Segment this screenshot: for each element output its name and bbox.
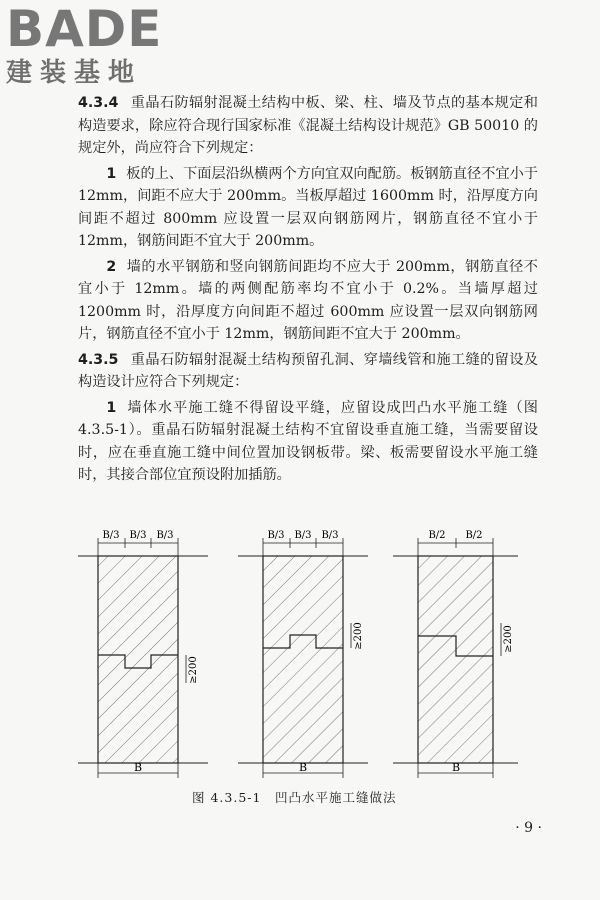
- width-dim-label: B: [298, 761, 308, 774]
- top-dim-label: B/3: [294, 530, 312, 541]
- wall-section: [263, 556, 343, 763]
- item-text: 墙体水平施工缝不得留设平缝，应留设成凹凸水平施工缝（图4.3.5-1）。重晶石防辐射混凝土结构不宜留设垂直施工缝，当需要留设时，应在垂直施工缝中间位置加设钢板带。梁、板需要留设水平施工缝时，其接合部位宜预设附加插筋。: [78, 399, 538, 483]
- top-dim-label: B/3: [156, 530, 174, 541]
- item-text: 板的上、下面层沿纵横两个方向宜双向配筋。板钢筋直径不宜小于 12mm，间距不应大于 200mm。当板厚超过 1600mm 时，沿厚度方向间距不超过 800mm 应设置一层双向钢筋网片，钢筋直径不宜小于 12mm，钢筋间距不宜大于 200mm。: [78, 165, 538, 249]
- figure-caption: 图 4.3.5-1 凹凸水平施工缝做法: [192, 790, 397, 805]
- width-dim-label: B: [133, 761, 143, 774]
- item-4-3-4-1: [78, 163, 538, 253]
- clause-4-3-4-block: [78, 92, 538, 490]
- top-dim-label: B/2: [428, 530, 446, 541]
- item-number: 1: [106, 165, 117, 182]
- wall-section: [98, 556, 178, 763]
- page-number: · 9 ·: [515, 820, 542, 836]
- width-dim-label: B: [451, 761, 461, 774]
- depth-dim-label: ≥200: [503, 625, 514, 653]
- top-dim-label: B/3: [129, 530, 147, 541]
- depth-dim-label: ≥200: [353, 622, 364, 650]
- clause-4-3-5: [78, 349, 538, 394]
- figure-panel-2: [238, 530, 368, 778]
- construction-joint-figure: [78, 518, 518, 783]
- top-dim-label: B/3: [267, 530, 285, 541]
- figure-panel-3: [393, 530, 518, 778]
- top-dim-label: B/2: [465, 530, 483, 541]
- item-number: 2: [106, 258, 117, 275]
- clause-4-3-4: [78, 92, 538, 160]
- item-4-3-4-2: [78, 256, 538, 346]
- clause-number: 4.3.5: [78, 351, 119, 368]
- logo-subtitle: 建装基地: [6, 58, 143, 88]
- logo-title: BADE: [6, 0, 163, 58]
- item-text: 墙的水平钢筋和竖向钢筋间距均不应大于 200mm，钢筋直径不宜小于 12mm。墙的两侧配筋率均不宜小于 0.2%。当墙厚超过 1200mm 时，沿厚度方向间距不超过 600mm 应设置一层双向钢筋网片，钢筋直径不宜小于 12mm，钢筋间距不宜大于 200mm。: [78, 258, 538, 342]
- depth-dim-label: ≥200: [188, 656, 199, 684]
- figure-panel-1: [78, 530, 208, 778]
- item-number: 1: [106, 399, 117, 416]
- item-4-3-5-1: [78, 397, 538, 487]
- logo: [6, 0, 163, 88]
- wall-section: [418, 556, 493, 763]
- top-dim-label: B/3: [321, 530, 339, 541]
- clause-number: 4.3.4: [78, 95, 119, 111]
- top-dim-label: B/3: [102, 530, 120, 541]
- clause-text: 重晶石防辐射混凝土结构中板、梁、柱、墙及节点的基本规定和构造要求，除应符合现行国家标准《混凝土结构设计规范》GB 50010 的规定外，尚应符合下列规定：: [78, 95, 538, 156]
- clause-text: 重晶石防辐射混凝土结构预留孔洞、穿墙线管和施工缝的留设及构造设计应符合下列规定：: [78, 351, 538, 390]
